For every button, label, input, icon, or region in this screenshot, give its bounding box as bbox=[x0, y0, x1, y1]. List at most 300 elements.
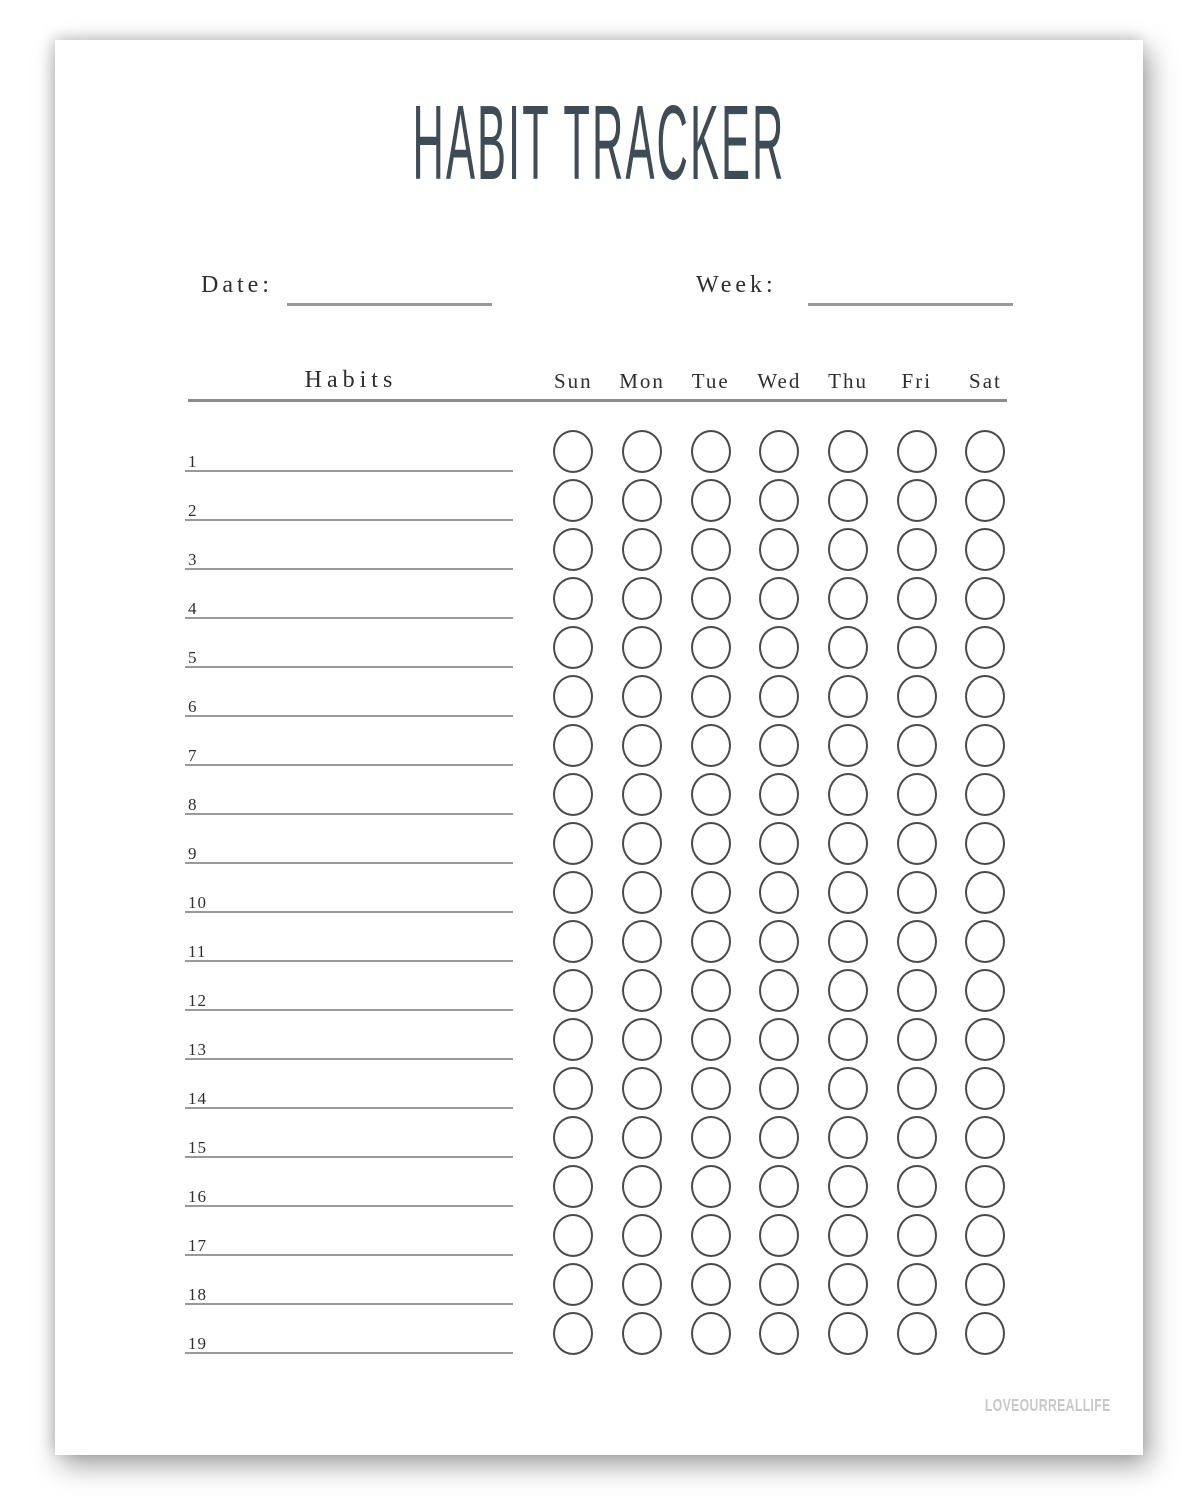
habit-checkbox-circle-tue[interactable] bbox=[691, 626, 731, 669]
circle-cell bbox=[814, 1214, 883, 1257]
row-number-label: 18 bbox=[188, 1285, 207, 1304]
habit-name-line[interactable] bbox=[185, 1009, 513, 1011]
habit-checkbox-circle-sun[interactable] bbox=[553, 430, 593, 473]
habit-checkbox-circle-sat[interactable] bbox=[965, 1067, 1005, 1110]
habit-checkbox-circle-wed[interactable] bbox=[759, 1067, 799, 1110]
circle-cell bbox=[882, 479, 951, 522]
circle-cell bbox=[951, 724, 1020, 767]
table-row bbox=[55, 626, 1143, 675]
habit-checkbox-circle-sat[interactable] bbox=[965, 1263, 1005, 1306]
habit-checkbox-circle-mon[interactable] bbox=[622, 1018, 662, 1061]
table-row bbox=[55, 724, 1143, 773]
habit-checkbox-circle-mon[interactable] bbox=[622, 724, 662, 767]
habit-name-line[interactable] bbox=[185, 519, 513, 521]
circle-cell bbox=[676, 773, 745, 816]
habit-checkbox-circle-tue[interactable] bbox=[691, 773, 731, 816]
habit-checkbox-circle-sat[interactable] bbox=[965, 626, 1005, 669]
table-row bbox=[55, 675, 1143, 724]
circle-cell bbox=[814, 479, 883, 522]
habit-checkbox-circle-sat[interactable] bbox=[965, 822, 1005, 865]
circle-cell bbox=[951, 1165, 1020, 1208]
habit-name-line[interactable] bbox=[185, 568, 513, 570]
habit-name-line[interactable] bbox=[185, 764, 513, 766]
day-header-sat: Sat bbox=[969, 369, 1002, 393]
habit-checkbox-circle-fri[interactable] bbox=[897, 1312, 937, 1355]
habit-checkbox-circle-sat[interactable] bbox=[965, 479, 1005, 522]
day-header-mon: Mon bbox=[619, 369, 665, 393]
habit-checkbox-circle-sat[interactable] bbox=[965, 920, 1005, 963]
circle-cell bbox=[745, 626, 814, 669]
circle-cell bbox=[882, 430, 951, 473]
habit-checkbox-circle-thu[interactable] bbox=[828, 1067, 868, 1110]
habit-name-line[interactable] bbox=[185, 1058, 513, 1060]
circle-cell bbox=[745, 1116, 814, 1159]
habit-checkbox-circle-wed[interactable] bbox=[759, 871, 799, 914]
circle-cell bbox=[814, 773, 883, 816]
habit-checkbox-circle-fri[interactable] bbox=[897, 1067, 937, 1110]
habit-checkbox-circle-fri[interactable] bbox=[897, 577, 937, 620]
circle-cell bbox=[745, 969, 814, 1012]
habit-checkbox-circle-sun[interactable] bbox=[553, 920, 593, 963]
circle-cell bbox=[814, 1165, 883, 1208]
habit-checkbox-circle-tue[interactable] bbox=[691, 675, 731, 718]
circle-cell bbox=[882, 1214, 951, 1257]
habit-checkbox-circle-thu[interactable] bbox=[828, 430, 868, 473]
circle-cell bbox=[951, 430, 1020, 473]
habit-checkbox-circle-mon[interactable] bbox=[622, 969, 662, 1012]
day-header-thu: Thu bbox=[828, 369, 868, 393]
habit-checkbox-circle-sun[interactable] bbox=[553, 1116, 593, 1159]
circle-row bbox=[539, 724, 1020, 767]
circle-cell bbox=[814, 1116, 883, 1159]
circle-cell bbox=[882, 675, 951, 718]
habit-name-line[interactable] bbox=[185, 1107, 513, 1109]
circle-cell bbox=[676, 1067, 745, 1110]
circle-cell bbox=[608, 1214, 677, 1257]
circle-row bbox=[539, 577, 1020, 620]
circle-cell bbox=[951, 1214, 1020, 1257]
habit-checkbox-circle-tue[interactable] bbox=[691, 1263, 731, 1306]
row-number-label: 14 bbox=[188, 1089, 207, 1108]
row-number-label: 5 bbox=[188, 648, 198, 667]
row-number-label: 9 bbox=[188, 844, 198, 863]
habit-name-line[interactable] bbox=[185, 1303, 513, 1305]
circle-cell bbox=[951, 1018, 1020, 1061]
habit-checkbox-circle-mon[interactable] bbox=[622, 1116, 662, 1159]
row-number-label: 2 bbox=[188, 501, 198, 520]
table-row bbox=[55, 430, 1143, 479]
table-row bbox=[55, 969, 1143, 1018]
habit-checkbox-circle-thu[interactable] bbox=[828, 724, 868, 767]
habit-checkbox-circle-wed[interactable] bbox=[759, 1116, 799, 1159]
habit-checkbox-circle-sun[interactable] bbox=[553, 1018, 593, 1061]
circle-cell bbox=[814, 1067, 883, 1110]
habit-checkbox-circle-tue[interactable] bbox=[691, 1214, 731, 1257]
circle-cell bbox=[539, 479, 608, 522]
circle-cell bbox=[745, 1263, 814, 1306]
circle-row bbox=[539, 626, 1020, 669]
habit-checkbox-circle-tue[interactable] bbox=[691, 724, 731, 767]
habit-checkbox-circle-wed[interactable] bbox=[759, 822, 799, 865]
habit-checkbox-circle-thu[interactable] bbox=[828, 1312, 868, 1355]
habit-checkbox-circle-sat[interactable] bbox=[965, 724, 1005, 767]
habit-checkbox-circle-mon[interactable] bbox=[622, 479, 662, 522]
circle-cell bbox=[814, 626, 883, 669]
row-number-label: 11 bbox=[188, 942, 207, 961]
circle-cell bbox=[814, 528, 883, 571]
circle-cell bbox=[539, 920, 608, 963]
habit-checkbox-circle-thu[interactable] bbox=[828, 773, 868, 816]
date-label: Date: bbox=[201, 272, 273, 298]
habit-name-line[interactable] bbox=[185, 1205, 513, 1207]
circle-cell bbox=[539, 528, 608, 571]
table-row bbox=[55, 1116, 1143, 1165]
habit-name-line[interactable] bbox=[185, 1254, 513, 1256]
habit-checkbox-circle-sat[interactable] bbox=[965, 577, 1005, 620]
habit-checkbox-circle-mon[interactable] bbox=[622, 1312, 662, 1355]
habit-checkbox-circle-fri[interactable] bbox=[897, 675, 937, 718]
habit-checkbox-circle-sun[interactable] bbox=[553, 1067, 593, 1110]
habit-checkbox-circle-mon[interactable] bbox=[622, 528, 662, 571]
habit-checkbox-circle-fri[interactable] bbox=[897, 1165, 937, 1208]
table-row bbox=[55, 1214, 1143, 1263]
day-header-wed: Wed bbox=[757, 369, 802, 393]
habit-checkbox-circle-thu[interactable] bbox=[828, 479, 868, 522]
circle-cell bbox=[882, 1067, 951, 1110]
circle-cell bbox=[676, 871, 745, 914]
row-number-label: 10 bbox=[188, 893, 207, 912]
circle-cell bbox=[745, 773, 814, 816]
row-number-label: 8 bbox=[188, 795, 198, 814]
table-row bbox=[55, 577, 1143, 626]
habit-checkbox-circle-thu[interactable] bbox=[828, 969, 868, 1012]
habit-name-line[interactable] bbox=[185, 911, 513, 913]
habit-checkbox-circle-mon[interactable] bbox=[622, 577, 662, 620]
habit-checkbox-circle-sat[interactable] bbox=[965, 969, 1005, 1012]
circle-cell bbox=[676, 626, 745, 669]
habit-checkbox-circle-fri[interactable] bbox=[897, 773, 937, 816]
circle-cell bbox=[608, 577, 677, 620]
circle-cell bbox=[951, 773, 1020, 816]
habit-checkbox-circle-tue[interactable] bbox=[691, 479, 731, 522]
habit-checkbox-circle-tue[interactable] bbox=[691, 1165, 731, 1208]
habit-checkbox-circle-fri[interactable] bbox=[897, 1116, 937, 1159]
habit-checkbox-circle-mon[interactable] bbox=[622, 920, 662, 963]
habit-name-line[interactable] bbox=[185, 960, 513, 962]
habit-checkbox-circle-sat[interactable] bbox=[965, 871, 1005, 914]
habit-checkbox-circle-wed[interactable] bbox=[759, 920, 799, 963]
habit-checkbox-circle-fri[interactable] bbox=[897, 1263, 937, 1306]
table-row bbox=[55, 920, 1143, 969]
habit-checkbox-circle-wed[interactable] bbox=[759, 1263, 799, 1306]
circle-cell bbox=[882, 969, 951, 1012]
habit-name-line[interactable] bbox=[185, 715, 513, 717]
circle-cell bbox=[676, 1018, 745, 1061]
circle-cell bbox=[951, 1116, 1020, 1159]
tracker-page bbox=[55, 40, 1143, 1455]
habit-name-line[interactable] bbox=[185, 666, 513, 668]
habit-checkbox-circle-wed[interactable] bbox=[759, 1312, 799, 1355]
row-number-label: 4 bbox=[188, 599, 198, 618]
circle-cell bbox=[882, 1165, 951, 1208]
circle-row bbox=[539, 920, 1020, 963]
habit-checkbox-circle-sun[interactable] bbox=[553, 724, 593, 767]
circle-cell bbox=[951, 479, 1020, 522]
circle-cell bbox=[676, 1263, 745, 1306]
circle-cell bbox=[608, 528, 677, 571]
circle-cell bbox=[882, 822, 951, 865]
circle-cell bbox=[951, 969, 1020, 1012]
circle-cell bbox=[745, 528, 814, 571]
habit-checkbox-circle-thu[interactable] bbox=[828, 871, 868, 914]
habit-checkbox-circle-thu[interactable] bbox=[828, 577, 868, 620]
habit-checkbox-circle-sun[interactable] bbox=[553, 1165, 593, 1208]
table-row bbox=[55, 528, 1143, 577]
habit-checkbox-circle-mon[interactable] bbox=[622, 626, 662, 669]
circle-cell bbox=[608, 1018, 677, 1061]
circle-cell bbox=[745, 479, 814, 522]
habit-checkbox-circle-wed[interactable] bbox=[759, 724, 799, 767]
habit-checkbox-circle-tue[interactable] bbox=[691, 1312, 731, 1355]
circle-cell bbox=[539, 577, 608, 620]
habit-checkbox-circle-mon[interactable] bbox=[622, 822, 662, 865]
habit-checkbox-circle-fri[interactable] bbox=[897, 969, 937, 1012]
circle-cell bbox=[745, 822, 814, 865]
circle-cell bbox=[676, 528, 745, 571]
circle-cell bbox=[539, 969, 608, 1012]
watermark-text: LOVEOURREALLIFE bbox=[985, 1395, 1111, 1416]
habit-checkbox-circle-sat[interactable] bbox=[965, 1312, 1005, 1355]
habit-checkbox-circle-tue[interactable] bbox=[691, 1067, 731, 1110]
table-row bbox=[55, 479, 1143, 528]
circle-row bbox=[539, 430, 1020, 473]
habit-checkbox-circle-sat[interactable] bbox=[965, 1214, 1005, 1257]
habit-checkbox-circle-fri[interactable] bbox=[897, 724, 937, 767]
week-label: Week: bbox=[696, 272, 777, 298]
circle-cell bbox=[676, 724, 745, 767]
circle-cell bbox=[676, 969, 745, 1012]
habit-checkbox-circle-sun[interactable] bbox=[553, 479, 593, 522]
habit-checkbox-circle-wed[interactable] bbox=[759, 1165, 799, 1208]
row-number-label: 16 bbox=[188, 1187, 207, 1206]
habit-checkbox-circle-sat[interactable] bbox=[965, 1116, 1005, 1159]
habit-checkbox-circle-fri[interactable] bbox=[897, 626, 937, 669]
circle-cell bbox=[608, 822, 677, 865]
day-header-fri: Fri bbox=[901, 369, 933, 393]
habit-checkbox-circle-wed[interactable] bbox=[759, 773, 799, 816]
circle-cell bbox=[745, 920, 814, 963]
habit-checkbox-circle-sat[interactable] bbox=[965, 773, 1005, 816]
habit-checkbox-circle-thu[interactable] bbox=[828, 675, 868, 718]
habit-checkbox-circle-thu[interactable] bbox=[828, 528, 868, 571]
habit-checkbox-circle-wed[interactable] bbox=[759, 969, 799, 1012]
circle-row bbox=[539, 1018, 1020, 1061]
habit-checkbox-circle-mon[interactable] bbox=[622, 1263, 662, 1306]
habit-checkbox-circle-fri[interactable] bbox=[897, 1018, 937, 1061]
habit-checkbox-circle-wed[interactable] bbox=[759, 1214, 799, 1257]
habit-checkbox-circle-fri[interactable] bbox=[897, 430, 937, 473]
circle-cell bbox=[882, 1116, 951, 1159]
habit-checkbox-circle-fri[interactable] bbox=[897, 1214, 937, 1257]
habit-checkbox-circle-sun[interactable] bbox=[553, 822, 593, 865]
circle-cell bbox=[608, 724, 677, 767]
habit-checkbox-circle-sat[interactable] bbox=[965, 430, 1005, 473]
circle-cell bbox=[951, 528, 1020, 571]
habit-checkbox-circle-wed[interactable] bbox=[759, 675, 799, 718]
habit-checkbox-circle-sat[interactable] bbox=[965, 528, 1005, 571]
habit-checkbox-circle-tue[interactable] bbox=[691, 822, 731, 865]
circle-cell bbox=[951, 1067, 1020, 1110]
circle-cell bbox=[539, 626, 608, 669]
habit-checkbox-circle-sun[interactable] bbox=[553, 1312, 593, 1355]
table-row bbox=[55, 822, 1143, 871]
row-number-label: 7 bbox=[188, 746, 198, 765]
habit-name-line[interactable] bbox=[185, 1156, 513, 1158]
row-number-label: 13 bbox=[188, 1040, 207, 1059]
circle-cell bbox=[608, 675, 677, 718]
habit-checkbox-circle-wed[interactable] bbox=[759, 1018, 799, 1061]
circle-cell bbox=[951, 626, 1020, 669]
habit-checkbox-circle-sun[interactable] bbox=[553, 528, 593, 571]
habit-checkbox-circle-sun[interactable] bbox=[553, 1263, 593, 1306]
habit-checkbox-circle-sat[interactable] bbox=[965, 1165, 1005, 1208]
habit-checkbox-circle-mon[interactable] bbox=[622, 773, 662, 816]
habit-name-line[interactable] bbox=[185, 1352, 513, 1354]
habit-checkbox-circle-fri[interactable] bbox=[897, 871, 937, 914]
row-number-label: 1 bbox=[188, 452, 198, 471]
circle-row bbox=[539, 1214, 1020, 1257]
circle-row bbox=[539, 1067, 1020, 1110]
circle-cell bbox=[951, 920, 1020, 963]
circle-row bbox=[539, 871, 1020, 914]
habit-checkbox-circle-tue[interactable] bbox=[691, 577, 731, 620]
habit-checkbox-circle-tue[interactable] bbox=[691, 1116, 731, 1159]
habit-name-line[interactable] bbox=[185, 470, 513, 472]
habit-checkbox-circle-tue[interactable] bbox=[691, 1018, 731, 1061]
circle-cell bbox=[608, 773, 677, 816]
circle-row bbox=[539, 773, 1020, 816]
habit-checkbox-circle-thu[interactable] bbox=[828, 1165, 868, 1208]
habit-checkbox-circle-sun[interactable] bbox=[553, 626, 593, 669]
habits-column-header: Habits bbox=[304, 367, 398, 393]
circle-cell bbox=[608, 430, 677, 473]
habit-checkbox-circle-sun[interactable] bbox=[553, 871, 593, 914]
circle-row bbox=[539, 1116, 1020, 1159]
habit-checkbox-circle-wed[interactable] bbox=[759, 528, 799, 571]
habit-checkbox-circle-wed[interactable] bbox=[759, 430, 799, 473]
habit-checkbox-circle-tue[interactable] bbox=[691, 430, 731, 473]
habit-checkbox-circle-mon[interactable] bbox=[622, 1214, 662, 1257]
circle-cell bbox=[745, 724, 814, 767]
circle-cell bbox=[539, 1214, 608, 1257]
habit-checkbox-circle-thu[interactable] bbox=[828, 1263, 868, 1306]
habit-checkbox-circle-thu[interactable] bbox=[828, 1116, 868, 1159]
table-row bbox=[55, 1165, 1143, 1214]
circle-cell bbox=[539, 1165, 608, 1208]
circle-cell bbox=[539, 1312, 608, 1355]
habit-name-line[interactable] bbox=[185, 813, 513, 815]
habit-name-line[interactable] bbox=[185, 862, 513, 864]
circle-cell bbox=[676, 577, 745, 620]
habit-checkbox-circle-thu[interactable] bbox=[828, 822, 868, 865]
habit-checkbox-circle-sun[interactable] bbox=[553, 969, 593, 1012]
habit-checkbox-circle-fri[interactable] bbox=[897, 528, 937, 571]
circle-cell bbox=[951, 1263, 1020, 1306]
circle-row bbox=[539, 528, 1020, 571]
circle-cell bbox=[882, 1312, 951, 1355]
circle-cell bbox=[882, 577, 951, 620]
habit-checkbox-circle-mon[interactable] bbox=[622, 1067, 662, 1110]
habit-checkbox-circle-thu[interactable] bbox=[828, 626, 868, 669]
circle-cell bbox=[814, 1018, 883, 1061]
table-row bbox=[55, 773, 1143, 822]
habit-checkbox-circle-wed[interactable] bbox=[759, 479, 799, 522]
habit-checkbox-circle-tue[interactable] bbox=[691, 920, 731, 963]
circle-cell bbox=[676, 822, 745, 865]
circle-cell bbox=[814, 920, 883, 963]
circle-cell bbox=[539, 1263, 608, 1306]
circle-cell bbox=[539, 773, 608, 816]
circle-cell bbox=[951, 871, 1020, 914]
habit-checkbox-circle-sat[interactable] bbox=[965, 675, 1005, 718]
habit-checkbox-circle-sun[interactable] bbox=[553, 577, 593, 620]
habit-checkbox-circle-tue[interactable] bbox=[691, 528, 731, 571]
habit-checkbox-circle-mon[interactable] bbox=[622, 1165, 662, 1208]
habit-checkbox-circle-wed[interactable] bbox=[759, 626, 799, 669]
table-row bbox=[55, 1312, 1143, 1361]
table-row bbox=[55, 1018, 1143, 1067]
habit-checkbox-circle-fri[interactable] bbox=[897, 920, 937, 963]
habit-checkbox-circle-tue[interactable] bbox=[691, 871, 731, 914]
circle-cell bbox=[814, 871, 883, 914]
habit-checkbox-circle-thu[interactable] bbox=[828, 1214, 868, 1257]
habit-checkbox-circle-wed[interactable] bbox=[759, 577, 799, 620]
circle-cell bbox=[745, 871, 814, 914]
habit-checkbox-circle-sun[interactable] bbox=[553, 1214, 593, 1257]
habit-checkbox-circle-tue[interactable] bbox=[691, 969, 731, 1012]
circle-cell bbox=[608, 1312, 677, 1355]
habit-checkbox-circle-thu[interactable] bbox=[828, 1018, 868, 1061]
circle-cell bbox=[814, 577, 883, 620]
habit-checkbox-circle-sun[interactable] bbox=[553, 675, 593, 718]
circle-cell bbox=[608, 1116, 677, 1159]
circle-cell bbox=[814, 724, 883, 767]
circle-cell bbox=[882, 528, 951, 571]
habit-checkbox-circle-fri[interactable] bbox=[897, 479, 937, 522]
circle-cell bbox=[814, 675, 883, 718]
circle-cell bbox=[608, 969, 677, 1012]
habit-rows bbox=[55, 40, 1143, 1455]
circle-cell bbox=[608, 1165, 677, 1208]
habit-checkbox-circle-sat[interactable] bbox=[965, 1018, 1005, 1061]
circle-cell bbox=[951, 577, 1020, 620]
habit-checkbox-circle-thu[interactable] bbox=[828, 920, 868, 963]
circle-row bbox=[539, 822, 1020, 865]
circle-cell bbox=[882, 773, 951, 816]
habit-name-line[interactable] bbox=[185, 617, 513, 619]
table-row bbox=[55, 871, 1143, 920]
table-row bbox=[55, 1067, 1143, 1116]
habit-checkbox-circle-mon[interactable] bbox=[622, 430, 662, 473]
habit-checkbox-circle-sun[interactable] bbox=[553, 773, 593, 816]
habit-checkbox-circle-mon[interactable] bbox=[622, 871, 662, 914]
circle-cell bbox=[539, 430, 608, 473]
row-number-label: 12 bbox=[188, 991, 207, 1010]
circle-cell bbox=[882, 871, 951, 914]
habit-checkbox-circle-mon[interactable] bbox=[622, 675, 662, 718]
habit-checkbox-circle-fri[interactable] bbox=[897, 822, 937, 865]
circle-cell bbox=[608, 479, 677, 522]
